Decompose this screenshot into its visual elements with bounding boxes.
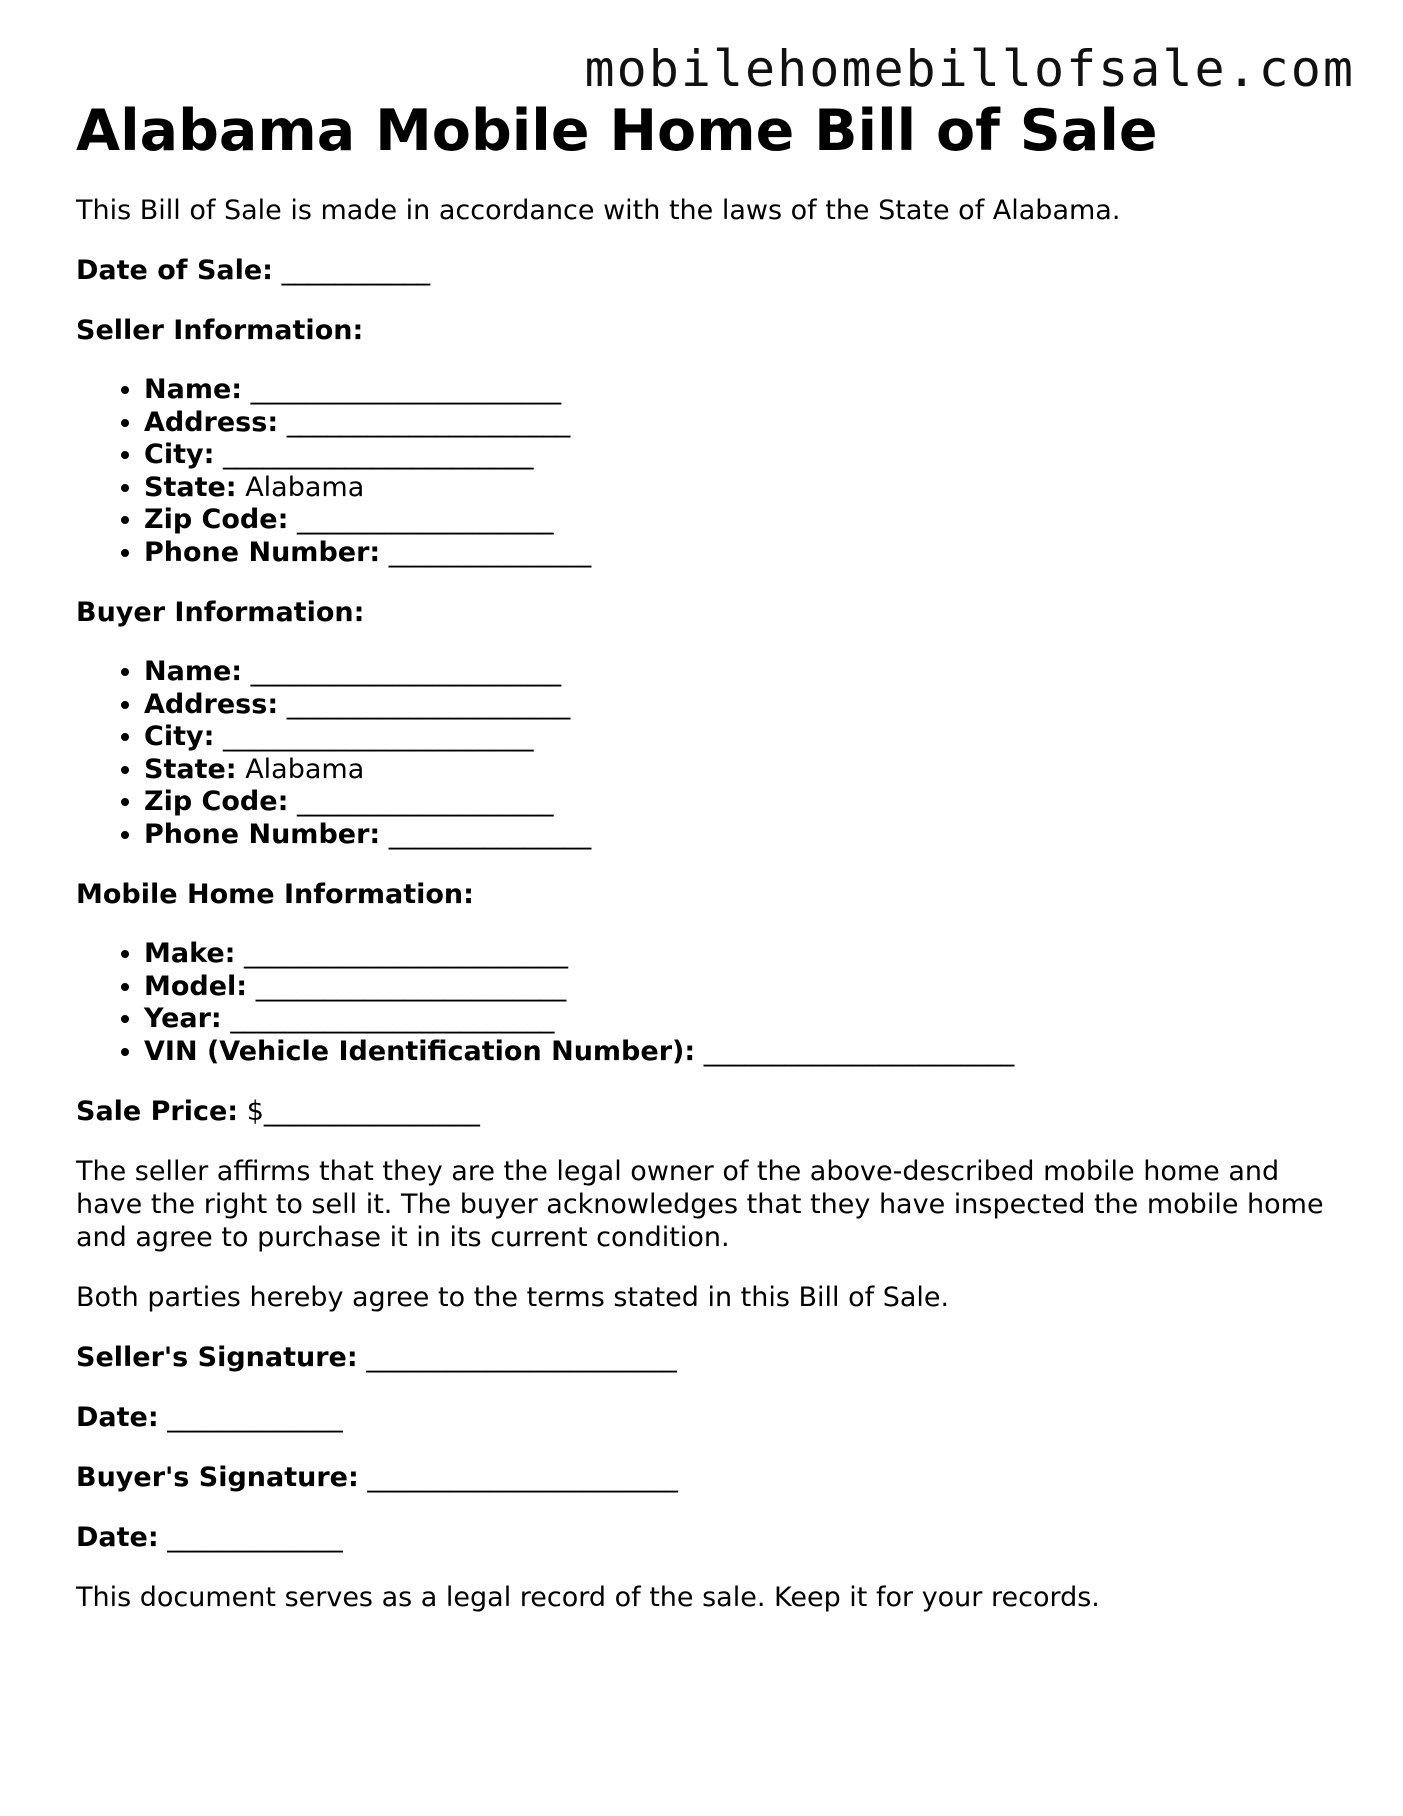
seller-zip-label: Zip Code: <box>144 504 289 535</box>
buyer-state-value: Alabama <box>245 753 365 785</box>
agreement-text: Both parties hereby agree to the terms stated in this Bill of Sale. <box>76 1282 950 1313</box>
watermark: mobilehomebillofsale.com <box>584 40 1355 98</box>
buyer-signature-blank[interactable]: _______________________ <box>367 1462 678 1493</box>
seller-state-value: Alabama <box>245 471 365 503</box>
sale-price-label: Sale Price: <box>76 1096 239 1127</box>
buyer-address-label: Address: <box>144 688 279 720</box>
model-blank[interactable]: _______________________ <box>255 970 567 1002</box>
buyer-name-blank[interactable]: _______________________ <box>250 656 562 687</box>
seller-signature-label: Seller's Signature: <box>76 1342 358 1373</box>
vin-label: VIN (Vehicle Identification Number): <box>144 1035 696 1067</box>
seller-phone-label: Phone Number: <box>144 536 381 568</box>
affirmation-text: The seller affirms that they are the legal owner of the above-described mobile home and have the right to sell it. The buyer acknowledges that they have inspected the mobile home and agree to purchase it in its current condition. <box>76 1156 1324 1253</box>
buyer-phone-blank[interactable]: _______________ <box>388 818 592 850</box>
seller-address-blank[interactable]: _____________________ <box>286 406 571 438</box>
seller-phone-blank[interactable]: _______________ <box>388 536 592 568</box>
buyer-name-item <box>144 656 1336 689</box>
make-item <box>144 938 1336 971</box>
buyer-state-label: State: <box>144 753 237 785</box>
seller-phone-item <box>144 537 1336 570</box>
buyer-phone-label: Phone Number: <box>144 818 381 850</box>
buyer-address-item <box>144 689 1336 722</box>
seller-state-item <box>144 472 1336 505</box>
seller-name-blank[interactable]: _______________________ <box>250 374 562 405</box>
document-body <box>76 96 1336 1641</box>
model-label: Model: <box>144 970 248 1002</box>
sale-price-blank[interactable]: $________________ <box>246 1096 480 1127</box>
buyer-date-label: Date: <box>76 1522 159 1553</box>
seller-city-label: City: <box>144 439 215 470</box>
seller-name-label: Name: <box>144 374 243 405</box>
date-of-sale-blank[interactable]: ___________ <box>281 255 431 286</box>
buyer-heading: Buyer Information: <box>76 597 365 628</box>
vin-blank[interactable]: _______________________ <box>703 1035 1015 1067</box>
buyer-date-field <box>76 1521 1336 1554</box>
seller-date-label: Date: <box>76 1402 159 1433</box>
buyer-zip-item <box>144 786 1336 819</box>
seller-address-label: Address: <box>144 406 279 438</box>
buyer-city-label: City: <box>144 721 215 752</box>
buyer-phone-item <box>144 819 1336 852</box>
year-label: Year: <box>144 1003 222 1034</box>
seller-heading: Seller Information: <box>76 315 364 346</box>
seller-address-item <box>144 407 1336 440</box>
make-label: Make: <box>144 938 236 969</box>
page-title: Alabama Mobile Home Bill of Sale <box>76 98 1158 164</box>
buyer-signature-label: Buyer's Signature: <box>76 1462 359 1493</box>
buyer-city-item <box>144 721 1336 754</box>
year-item <box>144 1003 1336 1036</box>
intro-text: This Bill of Sale is made in accordance with the laws of the State of Alabama. <box>76 195 1121 226</box>
buyer-name-label: Name: <box>144 656 243 687</box>
mobile-home-heading: Mobile Home Information: <box>76 879 474 910</box>
year-blank[interactable]: ________________________ <box>230 1003 555 1034</box>
model-item <box>144 971 1336 1004</box>
buyer-address-blank[interactable]: _____________________ <box>286 688 571 720</box>
buyer-info-list <box>76 656 1336 851</box>
seller-info-list <box>76 374 1336 569</box>
buyer-zip-blank[interactable]: ___________________ <box>296 786 554 817</box>
seller-zip-item <box>144 504 1336 537</box>
date-of-sale-label: Date of Sale: <box>76 255 273 286</box>
seller-city-item <box>144 439 1336 472</box>
seller-name-item <box>144 374 1336 407</box>
mobile-home-info-list <box>76 938 1336 1068</box>
vin-item <box>144 1036 1336 1069</box>
buyer-signature-field <box>76 1461 1336 1494</box>
seller-city-blank[interactable]: _______________________ <box>222 439 534 470</box>
date-of-sale-field <box>76 254 1336 287</box>
buyer-date-blank[interactable]: _____________ <box>167 1522 343 1553</box>
seller-date-field <box>76 1401 1336 1434</box>
seller-signature-field <box>76 1341 1336 1374</box>
buyer-zip-label: Zip Code: <box>144 786 289 817</box>
seller-date-blank[interactable]: _____________ <box>167 1402 343 1433</box>
seller-signature-blank[interactable]: _______________________ <box>366 1342 677 1373</box>
sale-price-field <box>76 1095 1336 1128</box>
closing-text: This document serves as a legal record of the sale. Keep it for your records. <box>76 1582 1100 1613</box>
make-blank[interactable]: ________________________ <box>244 938 569 969</box>
seller-zip-blank[interactable]: ___________________ <box>296 504 554 535</box>
buyer-city-blank[interactable]: _______________________ <box>222 721 534 752</box>
buyer-state-item <box>144 754 1336 787</box>
seller-state-label: State: <box>144 471 237 503</box>
